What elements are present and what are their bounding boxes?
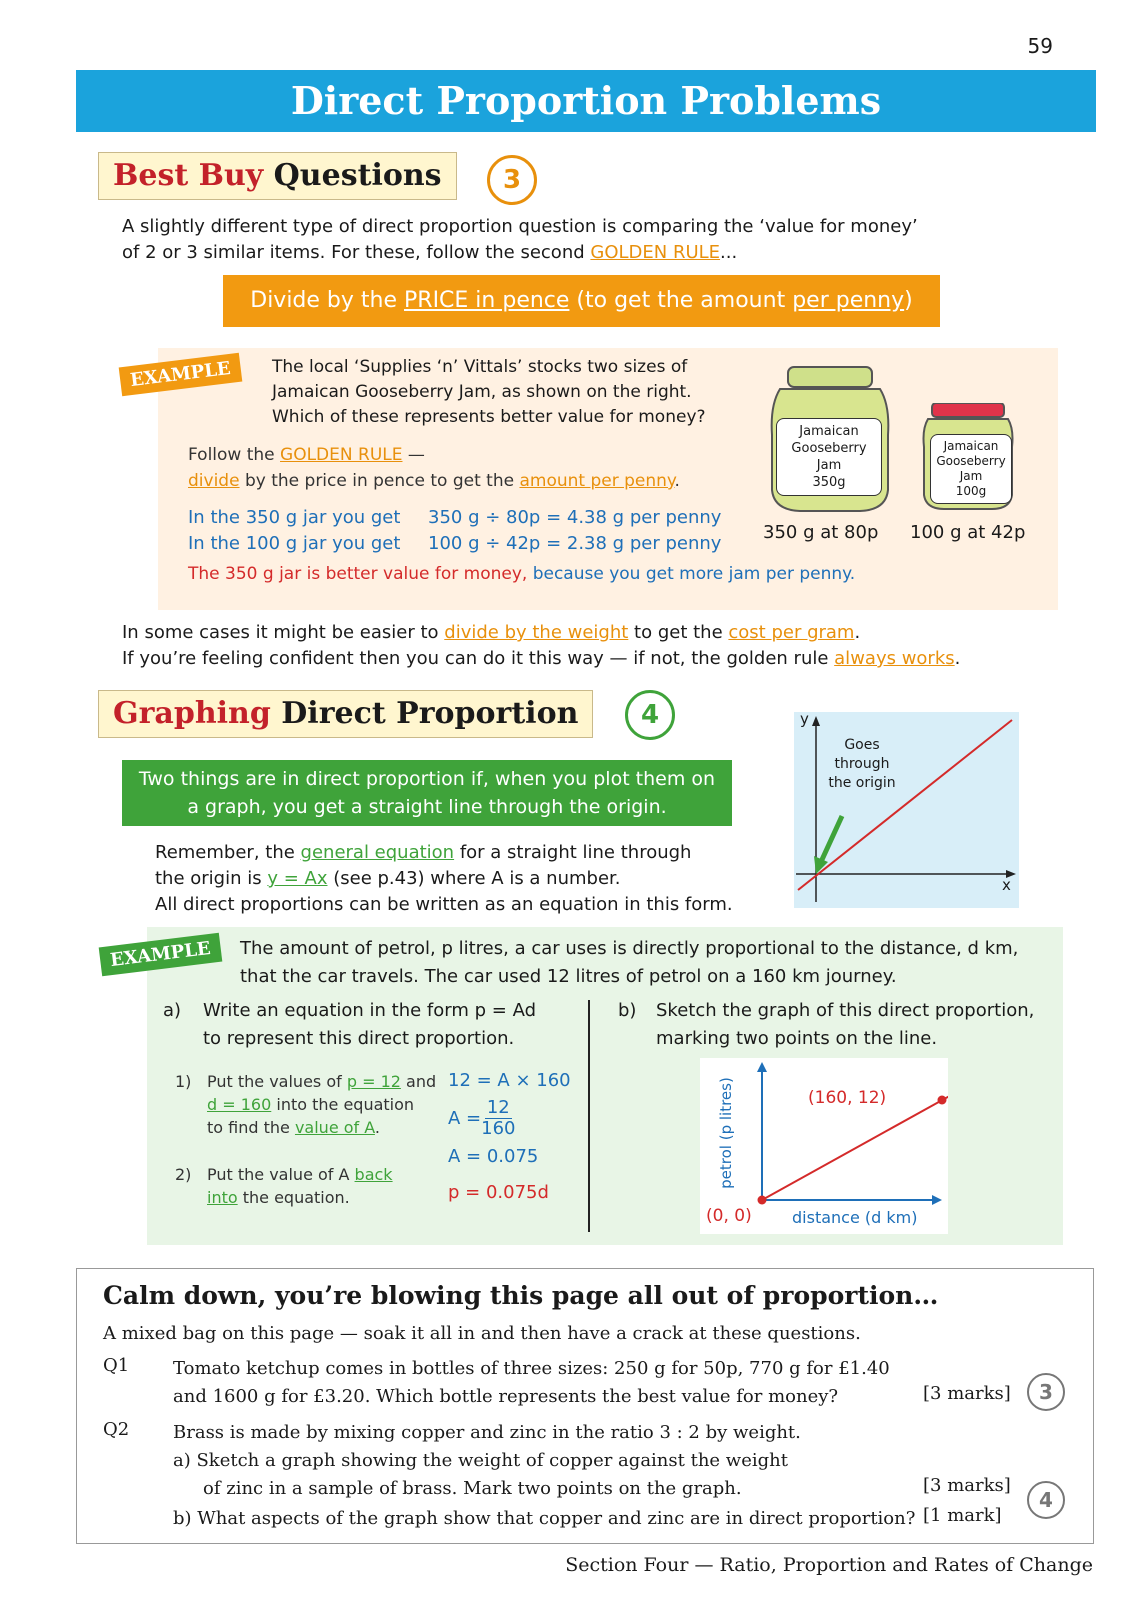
q2a-marks: [3 marks]: [923, 1475, 1011, 1496]
general-equation-link: general equation: [300, 842, 455, 863]
weight-note: [122, 620, 1082, 672]
rule-part-a: Divide by the: [250, 288, 405, 313]
weight-note-divide-weight: divide by the weight: [444, 622, 629, 643]
footer-intro: A mixed bag on this page — soak it all in and then have a crack at these questions.: [103, 1323, 861, 1344]
golden-rule-box: [223, 275, 940, 327]
petrol-x-label: distance (d km): [792, 1208, 918, 1227]
method-period: .: [674, 471, 680, 491]
step1-p-value: p = 12: [346, 1072, 401, 1091]
q1-number: Q1: [103, 1355, 130, 1376]
grade-3-badge: 3: [487, 155, 537, 205]
weight-note-text: In some cases it might be easier to: [122, 622, 445, 643]
part-b-text: Sketch the graph of this direct proportion,: [656, 1000, 1035, 1021]
example2-part-b: [618, 997, 1034, 1053]
point-origin-label: (0, 0): [706, 1206, 752, 1226]
method-amount-per-penny: amount per penny: [519, 471, 675, 491]
direct-proportion-rule-box: [122, 760, 732, 826]
remember-text: the origin is: [155, 868, 268, 889]
petrol-y-label: petrol (p litres): [717, 1077, 735, 1189]
remember-text: All direct proportions can be written as an equation in this form.: [155, 894, 733, 915]
method-text-2: by the price in pence to get the: [239, 471, 520, 491]
small-jar-label-line: Gooseberry: [936, 454, 1006, 468]
work-fraction: [481, 1098, 515, 1139]
graph1-y-arrow: [812, 716, 820, 726]
example2-question: [240, 935, 1018, 991]
intro-ellipsis: ...: [720, 242, 738, 263]
step2-text: Put the value of A: [207, 1165, 355, 1184]
point-160-12: [938, 1096, 947, 1105]
remember-text: Remember, the: [155, 842, 301, 863]
example1-q1: The local ‘Supplies ‘n’ Vittals’ stocks two sizes of: [272, 357, 688, 377]
q2-number: Q2: [103, 1419, 130, 1440]
step1-d-value: d = 160: [207, 1095, 272, 1114]
graphing-remember: [155, 840, 733, 918]
q2b-line: b) What aspects of the graph show that copper and zinc are in direct proportion?: [173, 1508, 916, 1529]
q2b-marks: [1 mark]: [923, 1505, 1002, 1526]
example1-tag: EXAMPLE: [119, 353, 242, 397]
q1-grade-badge: 3: [1027, 1373, 1065, 1411]
y-equals-ax-link: y = Ax: [267, 868, 328, 889]
best-buy-heading: [98, 152, 457, 200]
point-origin: [758, 1196, 767, 1205]
example2-q1: The amount of petrol, p litres, a car uses is directly proportional to the distance, d km,: [240, 938, 1019, 959]
graph1-x-label: x: [1002, 876, 1011, 894]
remember-text: (see p.43) where A is a number.: [327, 868, 621, 889]
q2a-line: of zinc in a sample of brass. Mark two points on the graph.: [203, 1478, 742, 1499]
step2-into: into: [207, 1188, 238, 1207]
q1-text: [173, 1355, 890, 1411]
example1-conclusion: [188, 564, 855, 584]
graph1-note-line: through: [834, 756, 890, 772]
step1-text: to find the: [207, 1118, 295, 1137]
conclusion-blue: because you get more jam per penny.: [527, 564, 856, 584]
step1-text: into the equation: [271, 1095, 415, 1114]
work-line-4: p = 0.075d: [448, 1182, 549, 1203]
best-buy-heading-first: Best Buy: [113, 158, 264, 193]
petrol-graph-panel: [700, 1058, 948, 1234]
q1-marks: [3 marks]: [923, 1383, 1011, 1404]
part-a-label: a): [163, 1000, 182, 1021]
q2-grade-badge: 4: [1027, 1481, 1065, 1519]
weight-note-text: .: [954, 648, 961, 669]
example1-working: [188, 505, 721, 557]
part-b-label: b): [618, 1000, 637, 1021]
method-divide: divide: [188, 471, 240, 491]
part-b-text: marking two points on the line.: [656, 1028, 938, 1049]
rule-part-b: PRICE in pence: [404, 288, 570, 313]
rule-part-e: ): [904, 288, 913, 313]
graph1-y-label: y: [800, 710, 809, 728]
big-jar-label-line: Gooseberry: [791, 441, 867, 456]
step1-text: Put the values of: [207, 1072, 347, 1091]
example1-q2: Jamaican Gooseberry Jam, as shown on the right.: [272, 382, 692, 402]
work-line-3: A = 0.075: [448, 1146, 539, 1167]
example2-divider: [588, 1000, 590, 1232]
weight-note-cost-per-gram: cost per gram: [728, 622, 855, 643]
method-dash: —: [402, 445, 425, 465]
method-golden-rule: GOLDEN RULE: [280, 445, 403, 465]
big-jar-label-line: Jamaican: [799, 424, 859, 439]
small-jar-label-line: 100g: [955, 484, 987, 498]
best-buy-intro: [122, 214, 1022, 266]
graphing-heading: [98, 690, 593, 738]
q2-text: [173, 1419, 915, 1533]
best-buy-heading-rest: Questions: [263, 158, 442, 193]
example1-method: [188, 442, 680, 494]
example2-q2: that the car travels. The car used 12 litres of petrol on a 160 km journey.: [240, 966, 897, 987]
part-a-text: Write an equation in the form p = Ad: [203, 1000, 536, 1021]
graphing-heading-rest: Direct Proportion: [270, 696, 579, 731]
working-350-calc: 350 g ÷ 80p = 4.38 g per penny: [428, 507, 722, 528]
small-jar-caption: 100 g at 42p: [910, 522, 1026, 543]
big-jar-caption: 350 g at 80p: [763, 522, 879, 543]
weight-note-text: to get the: [628, 622, 729, 643]
step2-text: the equation.: [237, 1188, 350, 1207]
working-100-calc: 100 g ÷ 42p = 2.38 g per penny: [428, 533, 722, 554]
method-text-1: Follow the: [188, 445, 281, 465]
small-jar-label: [930, 434, 1012, 504]
page-number: 59: [1027, 34, 1053, 58]
work-line-2: [448, 1098, 515, 1139]
step1-value-of-a: value of A: [294, 1118, 375, 1137]
big-jar-label: [776, 418, 882, 496]
q1-line: and 1600 g for £3.20. Which bottle represents the best value for money?: [173, 1386, 839, 1407]
fraction-denominator: 160: [481, 1118, 516, 1139]
weight-note-always-works: always works: [834, 648, 955, 669]
graph1-note: [822, 736, 902, 793]
step1-text: and: [400, 1072, 437, 1091]
best-buy-intro-line1: A slightly different type of direct proportion question is comparing the ‘value for money’: [122, 216, 918, 237]
small-jar-label-line: Jam: [959, 469, 983, 483]
graphing-heading-first: Graphing: [113, 696, 271, 731]
remember-text: for a straight line through: [454, 842, 692, 863]
step1-text: .: [374, 1118, 381, 1137]
conclusion-red: The 350 g jar is better value for money,: [188, 564, 528, 584]
page-title: Direct Proportion Problems: [76, 70, 1096, 132]
rule-line-2: a graph, you get a straight line through the origin.: [187, 796, 667, 818]
weight-note-text: If you’re feeling confident then you can do it this way — if not, the golden rule: [122, 648, 835, 669]
q2a-line: a) Sketch a graph showing the weight of copper against the weight: [173, 1450, 788, 1471]
q1-line: Tomato ketchup comes in bottles of three sizes: 250 g for 50p, 770 g for £1.40: [173, 1358, 890, 1379]
graph1-note-line: Goes: [844, 737, 880, 753]
q2-line: Brass is made by mixing copper and zinc in the ratio 3 : 2 by weight.: [173, 1422, 801, 1443]
rule-part-c: (to get the amount: [569, 288, 793, 313]
step2: [175, 1163, 393, 1209]
petrol-x-arrow: [932, 1195, 942, 1205]
example2-part-a: [163, 997, 536, 1053]
rule-line-1: Two things are in direct proportion if, when you plot them on: [138, 768, 716, 790]
weight-note-text: .: [854, 622, 861, 643]
rule-part-d: per penny: [792, 288, 905, 313]
working-100-label: In the 100 g jar you get: [188, 533, 401, 554]
golden-rule-link: GOLDEN RULE: [590, 242, 721, 263]
footer-title: Calm down, you’re blowing this page all out of proportion…: [103, 1281, 939, 1310]
petrol-y-arrow: [757, 1062, 767, 1072]
small-jar-label-line: Jamaican: [943, 439, 999, 453]
step1-number: 1): [175, 1072, 192, 1091]
big-jar-label-line: 350g: [812, 475, 846, 490]
grade-4-badge: 4: [625, 690, 675, 740]
working-350-label: In the 350 g jar you get: [188, 507, 401, 528]
example1-question: [272, 355, 706, 430]
section-footer: Section Four — Ratio, Proportion and Rates of Change: [565, 1554, 1093, 1576]
part-a-text: to represent this direct proportion.: [203, 1028, 515, 1049]
graph1-note-line: the origin: [828, 775, 896, 791]
origin-graph-panel: [794, 712, 1019, 908]
fraction-numerator: 12: [486, 1097, 510, 1118]
point-end-label: (160, 12): [808, 1088, 887, 1108]
best-buy-intro-line2: [122, 240, 1022, 266]
example2-tag: EXAMPLE: [99, 933, 222, 977]
practice-questions-box: [76, 1268, 1094, 1544]
big-jar-label-line: Jam: [816, 458, 842, 473]
step1: [175, 1070, 436, 1139]
work-a-equals: A =: [448, 1108, 482, 1129]
step2-back: back: [354, 1165, 393, 1184]
work-line-1: 12 = A × 160: [448, 1070, 571, 1091]
step2-number: 2): [175, 1165, 192, 1184]
intro-text: of 2 or 3 similar items. For these, follow the second: [122, 242, 591, 263]
example1-q3: Which of these represents better value for money?: [272, 407, 706, 427]
